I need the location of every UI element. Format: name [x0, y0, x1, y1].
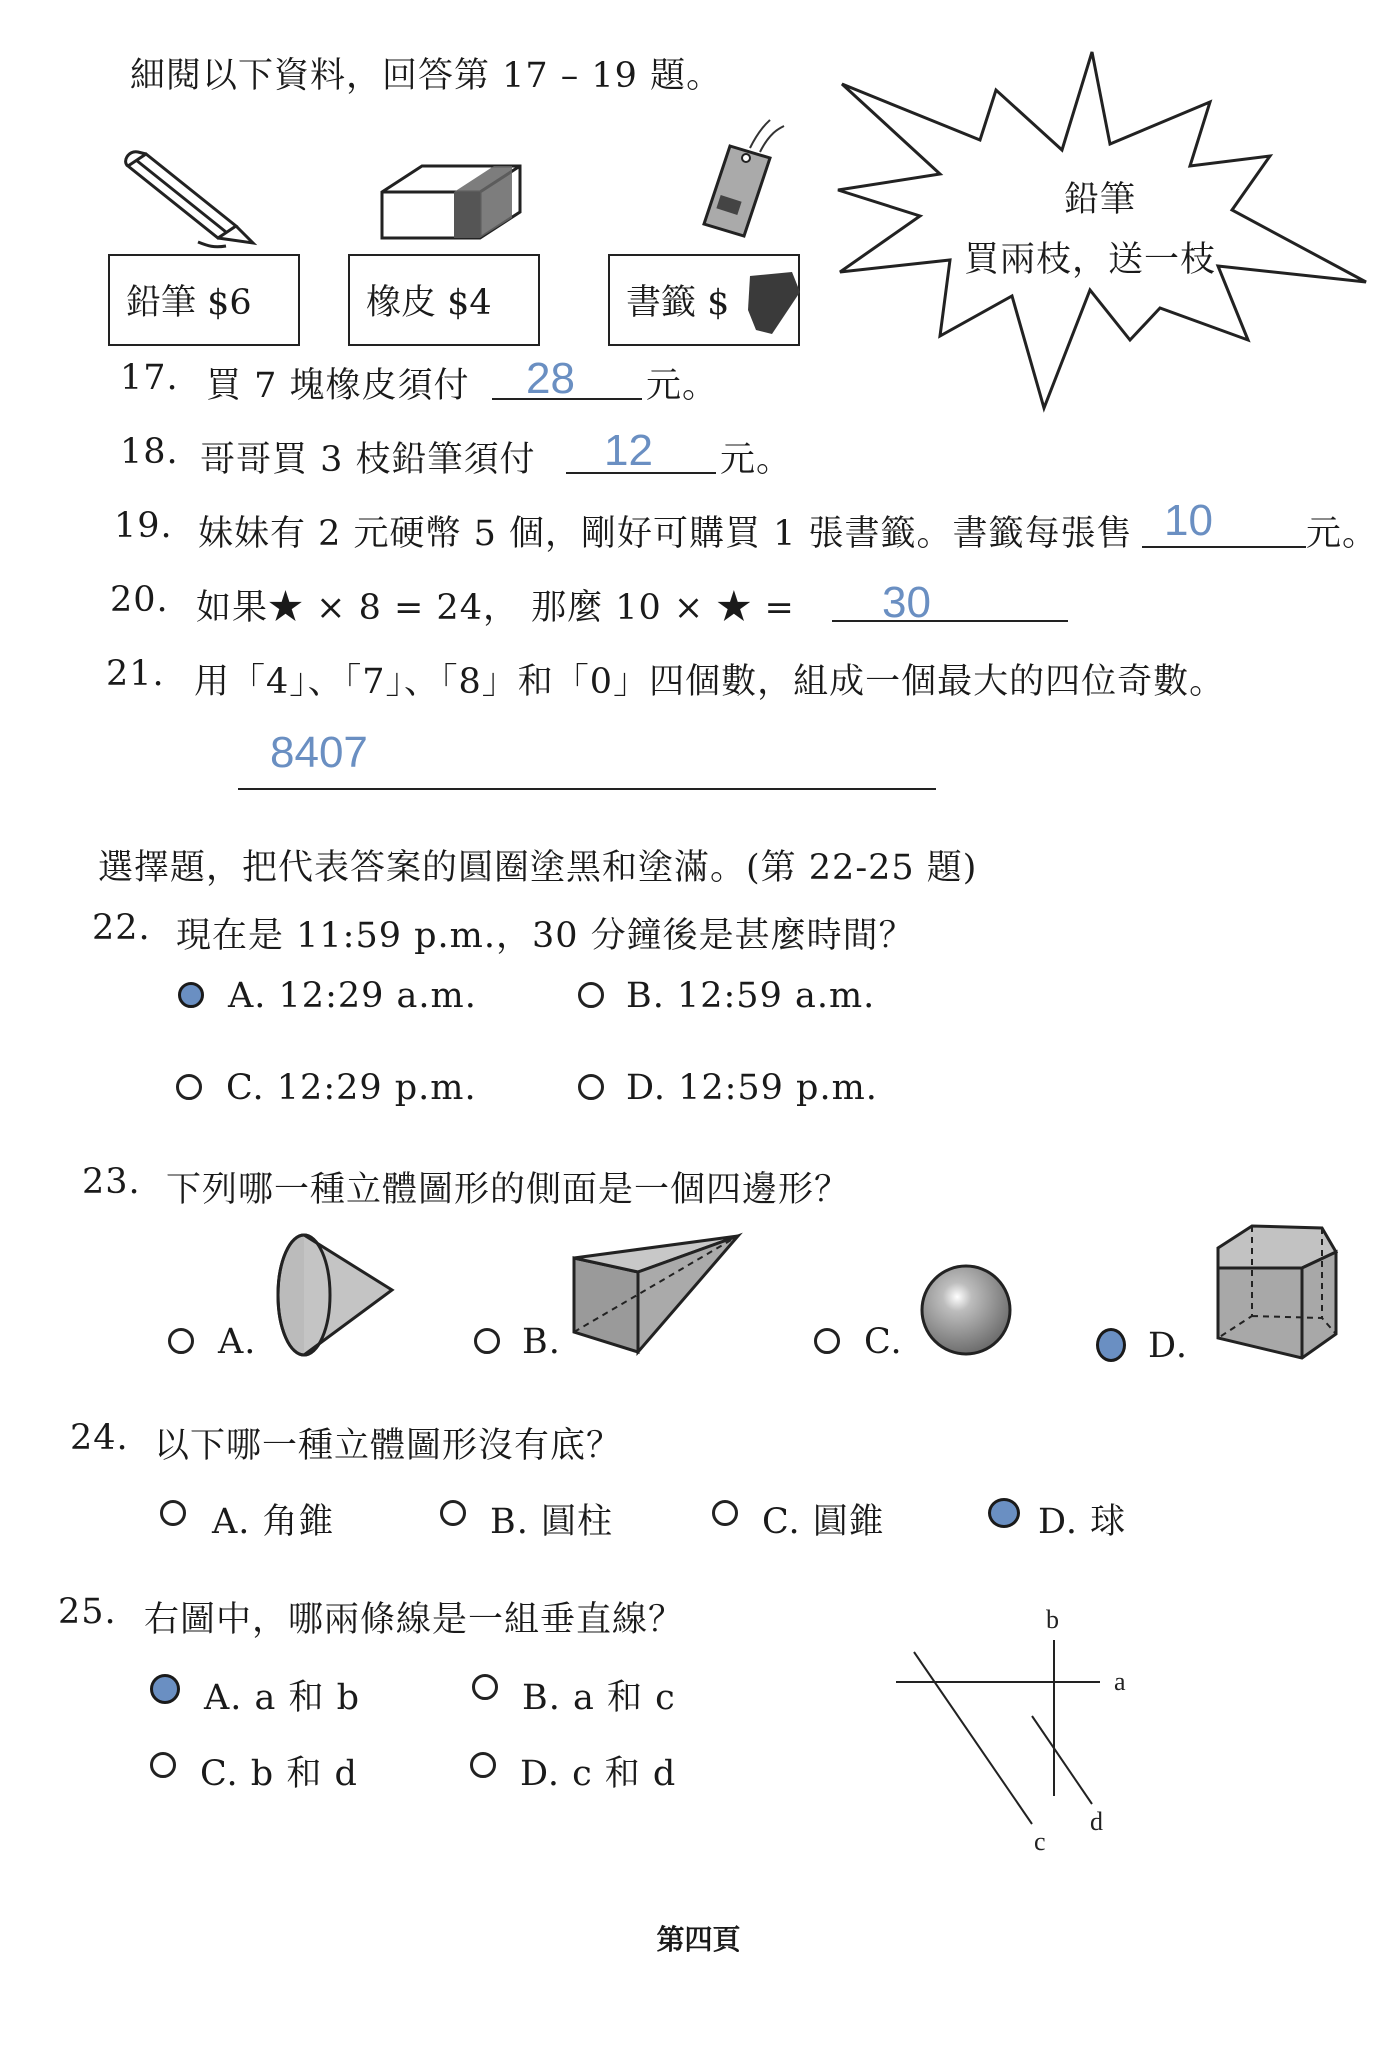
q21-answer-line	[238, 788, 936, 790]
q17-number: 17.	[120, 358, 179, 398]
q20-answer-line	[832, 620, 1068, 622]
label-b: b	[1046, 1605, 1059, 1634]
q24-option-c-bubble[interactable]	[712, 1500, 738, 1526]
q18-text: 哥哥買 3 枝鉛筆須付	[200, 440, 536, 480]
q23-option-b-label: B.	[522, 1322, 561, 1362]
price-box-eraser	[348, 254, 540, 346]
q24-option-d-bubble[interactable]	[988, 1498, 1020, 1528]
q19-answer-line	[1142, 546, 1306, 548]
page-footer: 第四頁	[656, 1923, 741, 1956]
mc-instruction: 選擇題，把代表答案的圓圈塗黑和塗滿。(第 22-25 題)	[98, 848, 978, 888]
q20-number: 20.	[110, 580, 169, 620]
line-c	[914, 1652, 1032, 1824]
q25-option-d-label: D. c 和 d	[520, 1754, 677, 1794]
eraser-icon	[372, 152, 522, 242]
q22-option-c-bubble[interactable]	[176, 1074, 202, 1100]
sphere-icon	[918, 1262, 1014, 1358]
price-label-bookmark: 書籤 $	[626, 283, 730, 323]
pencil-icon	[118, 148, 258, 248]
q19-answer[interactable]: 10	[1164, 496, 1213, 545]
q21-answer[interactable]: 8407	[270, 728, 368, 777]
q17-text: 買 7 塊橡皮須付	[206, 366, 470, 406]
q24-number: 24.	[70, 1418, 129, 1458]
q21-text: 用「4」、「7」、「8」和「0」四個數，組成一個最大的四位奇數。	[194, 662, 1226, 702]
price-blot-mark	[742, 270, 802, 336]
q25-text: 右圖中，哪兩條線是一組垂直線？	[144, 1600, 685, 1640]
q23-option-d-label: D.	[1148, 1326, 1188, 1366]
q22-option-a-label: A. 12:29 a.m.	[228, 976, 477, 1016]
q24-option-a-bubble[interactable]	[160, 1500, 186, 1526]
q25-option-c-label: C. b 和 d	[200, 1754, 358, 1794]
q24-option-a-label: A. 角錐	[212, 1502, 335, 1542]
q24-option-b-bubble[interactable]	[440, 1500, 466, 1526]
price-label-pencil: 鉛筆 $6	[126, 283, 252, 323]
q22-option-b-bubble[interactable]	[578, 982, 604, 1008]
q22-option-c-label: C. 12:29 p.m.	[226, 1068, 477, 1108]
q25-option-b-bubble[interactable]	[472, 1674, 498, 1700]
q22-option-b-label: B. 12:59 a.m.	[626, 976, 876, 1016]
q23-text: 下列哪一種立體圖形的側面是一個四邊形？	[166, 1170, 851, 1210]
q23-option-a-label: A.	[218, 1322, 257, 1362]
q17-unit: 元。	[646, 366, 719, 406]
q18-number: 18.	[120, 432, 179, 472]
q22-option-d-label: D. 12:59 p.m.	[626, 1068, 878, 1108]
q22-option-a-bubble[interactable]	[178, 982, 204, 1008]
label-d: d	[1090, 1807, 1103, 1836]
promo-title: 鉛筆	[1063, 180, 1136, 220]
q18-unit: 元。	[720, 440, 793, 480]
q23-option-c-bubble[interactable]	[814, 1328, 840, 1354]
q25-option-c-bubble[interactable]	[150, 1752, 176, 1778]
q21-number: 21.	[106, 654, 165, 694]
promo-starburst	[830, 40, 1370, 420]
q23-option-a-bubble[interactable]	[168, 1328, 194, 1354]
q22-option-d-bubble[interactable]	[578, 1074, 604, 1100]
q20-text: 如果★ × 8 = 24， 那麼 10 × ★ =	[196, 588, 795, 628]
price-box-pencil	[108, 254, 300, 346]
q22-text: 現在是 11:59 p.m.，30 分鐘後是甚麼時間？	[176, 916, 915, 956]
price-label-eraser: 橡皮 $4	[366, 283, 492, 323]
q25-number: 25.	[58, 1592, 117, 1632]
q22-number: 22.	[92, 908, 151, 948]
section-intro: 細閱以下資料，回答第 17 – 19 題。	[130, 56, 723, 96]
label-c: c	[1034, 1827, 1046, 1856]
q19-number: 19.	[114, 506, 173, 546]
label-a: a	[1114, 1667, 1126, 1696]
q17-answer[interactable]: 28	[526, 354, 575, 403]
cone-icon	[268, 1230, 398, 1360]
q23-option-d-bubble[interactable]	[1096, 1328, 1126, 1362]
q25-option-b-label: B. a 和 c	[522, 1678, 676, 1718]
q18-answer[interactable]: 12	[604, 426, 653, 475]
q19-unit: 元。	[1306, 514, 1379, 554]
price-box-bookmark	[608, 254, 800, 346]
q25-option-a-label: A. a 和 b	[204, 1678, 361, 1718]
pentagonal-prism-icon	[1212, 1222, 1342, 1362]
q25-line-diagram	[890, 1600, 1150, 1860]
q24-text: 以下哪一種立體圖形沒有底？	[154, 1426, 623, 1466]
q25-option-d-bubble[interactable]	[470, 1752, 496, 1778]
q24-option-b-label: B. 圓柱	[490, 1502, 613, 1542]
q24-option-d-label: D. 球	[1038, 1502, 1127, 1542]
q20-answer[interactable]: 30	[882, 578, 931, 627]
q23-option-b-bubble[interactable]	[474, 1328, 500, 1354]
q23-number: 23.	[82, 1162, 141, 1202]
bookmark-icon	[690, 118, 800, 238]
q19-text: 妹妹有 2 元硬幣 5 個，剛好可購買 1 張書籤。書籤每張售	[198, 514, 1133, 554]
triangular-prism-icon	[568, 1228, 748, 1358]
line-d	[1032, 1716, 1092, 1804]
q23-option-c-label: C.	[864, 1322, 903, 1362]
promo-text: 買兩枝，送一枝	[964, 240, 1217, 280]
q25-option-a-bubble[interactable]	[150, 1674, 180, 1704]
q24-option-c-label: C. 圓錐	[762, 1502, 885, 1542]
